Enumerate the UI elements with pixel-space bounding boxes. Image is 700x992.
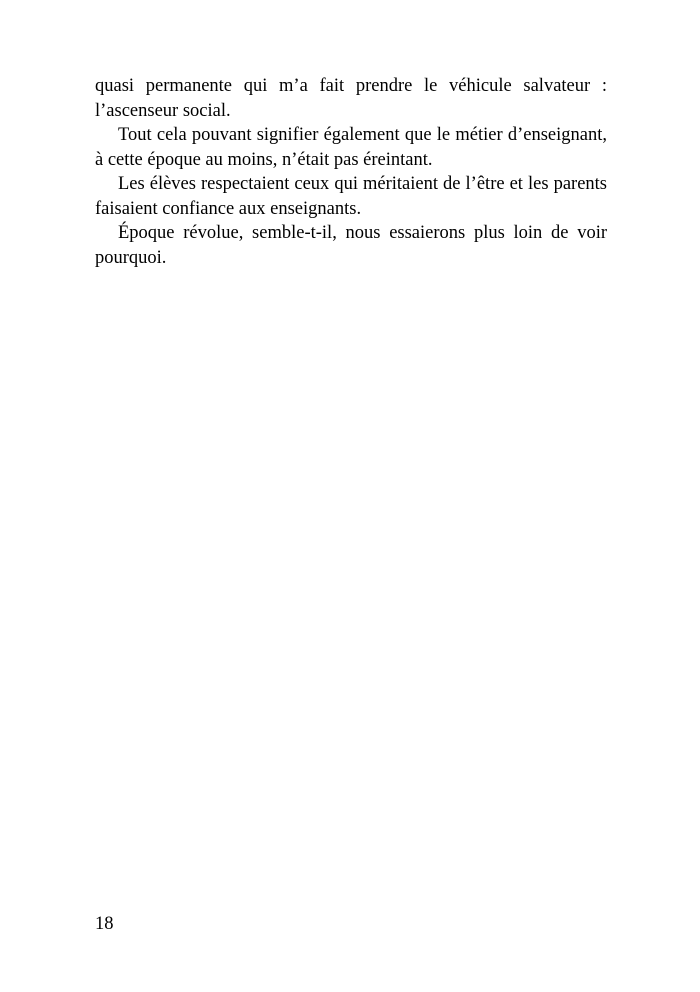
- paragraph-continuation: quasi permanente qui m’a fait prendre le véhicule salvateur : l’ascenseur social.: [95, 76, 607, 121]
- page-number: 18: [95, 914, 114, 934]
- paragraph: Époque révolue, semble-t-il, nous essaierons plus loin de voir pourquoi.: [95, 223, 607, 268]
- paragraph: Les élèves respectaient ceux qui méritaient de l’être et les parents faisaient confiance aux enseignants.: [95, 174, 607, 219]
- body-text: [95, 74, 607, 270]
- paragraph: Tout cela pouvant signifier également que le métier d’enseignant, à cette époque au moins, n’était pas éreintant.: [95, 125, 607, 170]
